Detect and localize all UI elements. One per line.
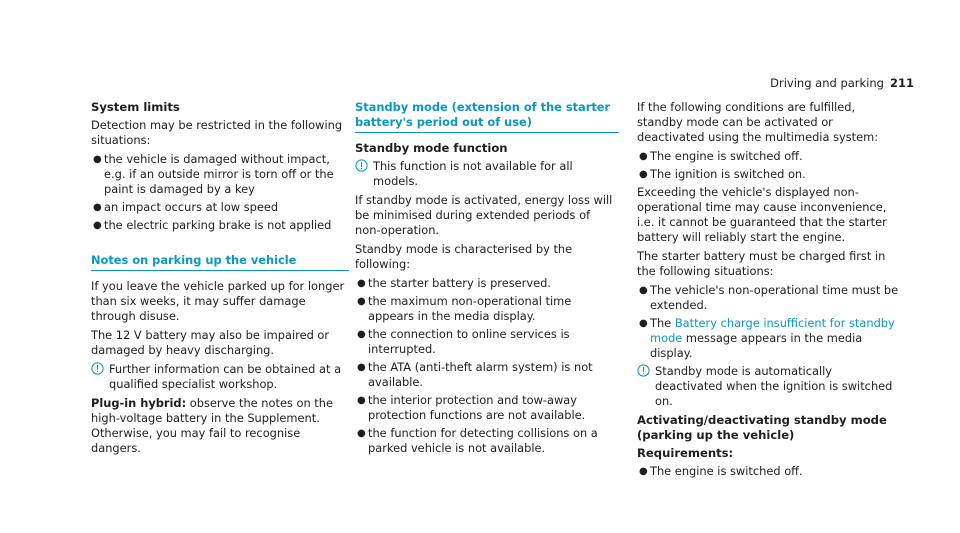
bullet-icon: ●: [93, 202, 102, 213]
page-header: [770, 76, 914, 90]
hybrid-label: Plug-in hybrid:: [91, 396, 187, 410]
list-item: ● the electric parking brake is not applied: [93, 218, 332, 232]
charge-paragraph: The starter battery must be charged first in the following situations:: [637, 249, 886, 278]
parking-heading: Notes on parking up the vehicle: [91, 253, 349, 271]
list-item: ● the interior protection and tow-away protection functions are not available.: [357, 393, 586, 422]
display-message-link[interactable]: Battery charge insufficient for standby mode: [650, 316, 895, 345]
standby-paragraph-2: Standby mode is characterised by the following:: [355, 242, 573, 271]
note-text: This function is not available for all models.: [373, 159, 573, 188]
exceeding-paragraph: Exceeding the vehicle's displayed non-operational time may cause inconvenience, i.e. it cannot be guaranteed that the starter battery will reliably start the engine.: [637, 185, 887, 244]
requirements-list: [637, 464, 902, 479]
list-item: ● the starter battery is preserved.: [357, 276, 551, 290]
bullet-icon: ●: [639, 466, 648, 477]
bullet-icon: ●: [357, 296, 366, 307]
note: [355, 159, 619, 189]
bullet-icon: ●: [357, 278, 366, 289]
column-middle: [355, 100, 619, 459]
bullet-icon: ●: [93, 220, 102, 231]
info-icon: [355, 159, 368, 172]
charge-list: [637, 283, 902, 361]
note-text: Further information can be obtained at a qualified specialist workshop.: [109, 362, 342, 391]
bullet-icon: ●: [357, 428, 366, 439]
system-limits-title: System limits: [91, 100, 180, 114]
bullet-icon: ●: [357, 329, 366, 340]
section-title: Driving and parking: [770, 76, 884, 90]
note: [637, 364, 902, 409]
bullet-icon: ●: [639, 151, 648, 162]
page-number: 211: [889, 76, 914, 90]
list-item: ● the function for detecting collisions on a parked vehicle is not available.: [357, 426, 598, 455]
column-right: [637, 100, 902, 482]
bullet-icon: ●: [639, 169, 648, 180]
hybrid-text: observe the notes on the high-voltage battery in the Supplement. Otherwise, you may fail to recognise dangers.: [91, 396, 334, 455]
note: [91, 362, 349, 392]
bullet-icon: ●: [639, 318, 648, 329]
system-limits-list: [91, 152, 349, 233]
list-item: ● The engine is switched off.: [639, 464, 803, 478]
parking-paragraph-2: The 12 V battery may also be impaired or damaged by heavy discharging.: [91, 328, 330, 357]
conditions-list: [637, 149, 902, 182]
standby-list: [355, 276, 619, 456]
list-item: ● the ATA (anti-theft alarm system) is not available.: [357, 360, 593, 389]
list-item: ● the connection to online services is interrupted.: [357, 327, 570, 356]
column-left: [91, 100, 349, 460]
list-item: ● an impact occurs at low speed: [93, 200, 279, 214]
standby-paragraph-1: If standby mode is activated, energy loss will be minimised during extended periods of non-operation.: [355, 193, 613, 237]
list-item: ● The vehicle's non-operational time must be extended.: [639, 283, 899, 312]
info-icon: [91, 362, 104, 375]
list-item: ● The Battery charge insufficient for standby mode message appears in the media display.: [639, 316, 895, 360]
bullet-icon: ●: [357, 395, 366, 406]
note-text: Standby mode is automatically deactivated when the ignition is switched on.: [655, 364, 893, 408]
list-item: ● The engine is switched off.: [639, 149, 803, 163]
bullet-icon: ●: [357, 362, 366, 373]
bullet-icon: ●: [639, 285, 648, 296]
conditions-paragraph: If the following conditions are fulfilled, standby mode can be activated or deactivated using the multimedia system:: [637, 100, 879, 144]
standby-heading: Standby mode (extension of the starter battery's period out of use): [355, 100, 619, 133]
info-icon: [637, 364, 650, 377]
activating-title: Activating/deactivating standby mode (parking up the vehicle): [637, 413, 887, 442]
list-item: ● the maximum non-operational time appears in the media display.: [357, 294, 572, 323]
standby-function-title: Standby mode function: [355, 141, 508, 155]
bullet-icon: ●: [93, 154, 102, 165]
list-item: ● the vehicle is damaged without impact, e.g. if an outside mirror is torn off or the paint is damaged by a key: [93, 152, 334, 196]
system-limits-intro: Detection may be restricted in the following situations:: [91, 118, 343, 147]
parking-paragraph-1: If you leave the vehicle parked up for longer than six weeks, it may suffer damage through disuse.: [91, 279, 345, 323]
list-item: ● The ignition is switched on.: [639, 167, 806, 181]
requirements-label: Requirements:: [637, 446, 734, 460]
hybrid-paragraph: [91, 396, 349, 456]
